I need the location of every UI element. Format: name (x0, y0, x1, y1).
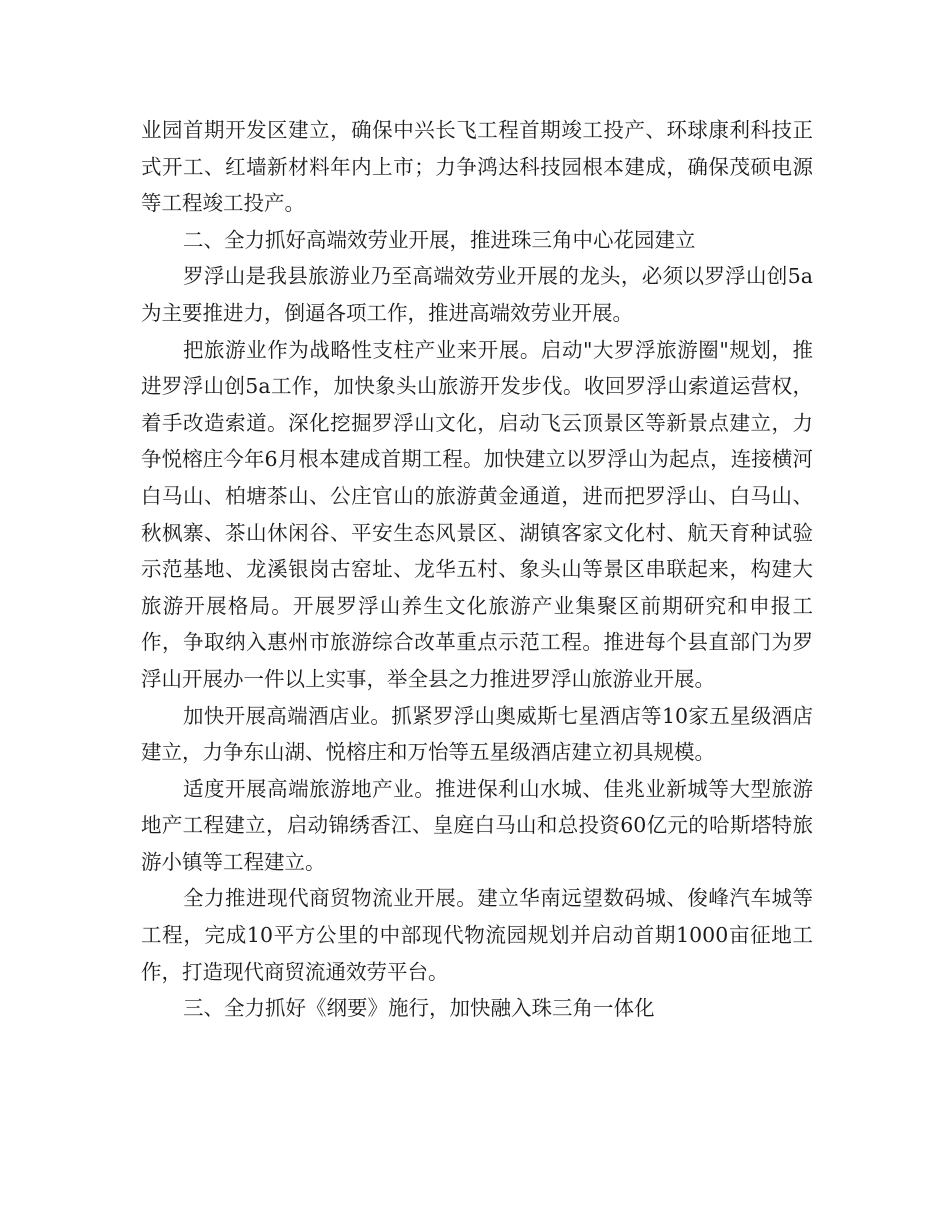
paragraph-tourism-real-estate: 适度开展高端旅游地产业。推进保利山水城、佳兆业新城等大型旅游地产工程建立，启动锦绣香江、皇庭白马山和总投资60亿元的哈斯塔特旅游小镇等工程建立。 (141, 776, 813, 874)
paragraph-continuation: 业园首期开发区建立，确保中兴长飞工程首期竣工投产、环球康利科技正式开工、红墙新材料年内上市；力争鸿达科技园根本建成，确保茂硕电源等工程竣工投产。 (141, 118, 813, 216)
paragraph-luofushan-intro: 罗浮山是我县旅游业乃至高端效劳业开展的龙头，必须以罗浮山创5a为主要推进力，倒逼各项工作，推进高端效劳业开展。 (141, 264, 813, 325)
section-heading-3: 三、全力抓好《纲要》施行，加快融入珠三角一体化 (183, 996, 655, 1021)
paragraph-hotel-industry: 加快开展高端酒店业。抓紧罗浮山奥威斯七星酒店等10家五星级酒店建立，力争东山湖、悦榕庄和万怡等五星级酒店建立初具规模。 (141, 703, 813, 765)
paragraph-tourism-pillar: 把旅游业作为战略性支柱产业来开展。启动"大罗浮旅游圈"规划，推进罗浮山创5a工作，加快象头山旅游开发步伐。收回罗浮山索道运营权，着手改造索道。深化挖掘罗浮山文化，启动飞云顶景区等新景点建立，力争悦榕庄今年6月根本建成首期工程。加快建立以罗浮山为起点，连接横河白马山、柏塘茶山、公庄官山的旅游黄金通道，进而把罗浮山、白马山、秋枫寨、茶山休闲谷、平安生态风景区、湖镇客家文化村、航天育种试验示范基地、龙溪银岗古窑址、龙华五村、象头山等景区串联起来，构建大旅游开展格局。开展罗浮山养生文化旅游产业集聚区前期研究和申报工作，争取纳入惠州市旅游综合改革重点示范工程。推进每个县直部门为罗浮山开展办一件以上实事，举全县之力推进罗浮山旅游业开展。 (141, 337, 813, 691)
paragraph-logistics: 全力推进现代商贸物流业开展。建立华南远望数码城、俊峰汽车城等工程，完成10平方公里的中部现代物流园规划并启动首期1000亩征地工作，打造现代商贸流通效劳平台。 (141, 886, 813, 984)
section-heading-2: 二、全力抓好高端效劳业开展，推进珠三角中心花园建立 (183, 227, 696, 252)
document-body (141, 112, 813, 1027)
